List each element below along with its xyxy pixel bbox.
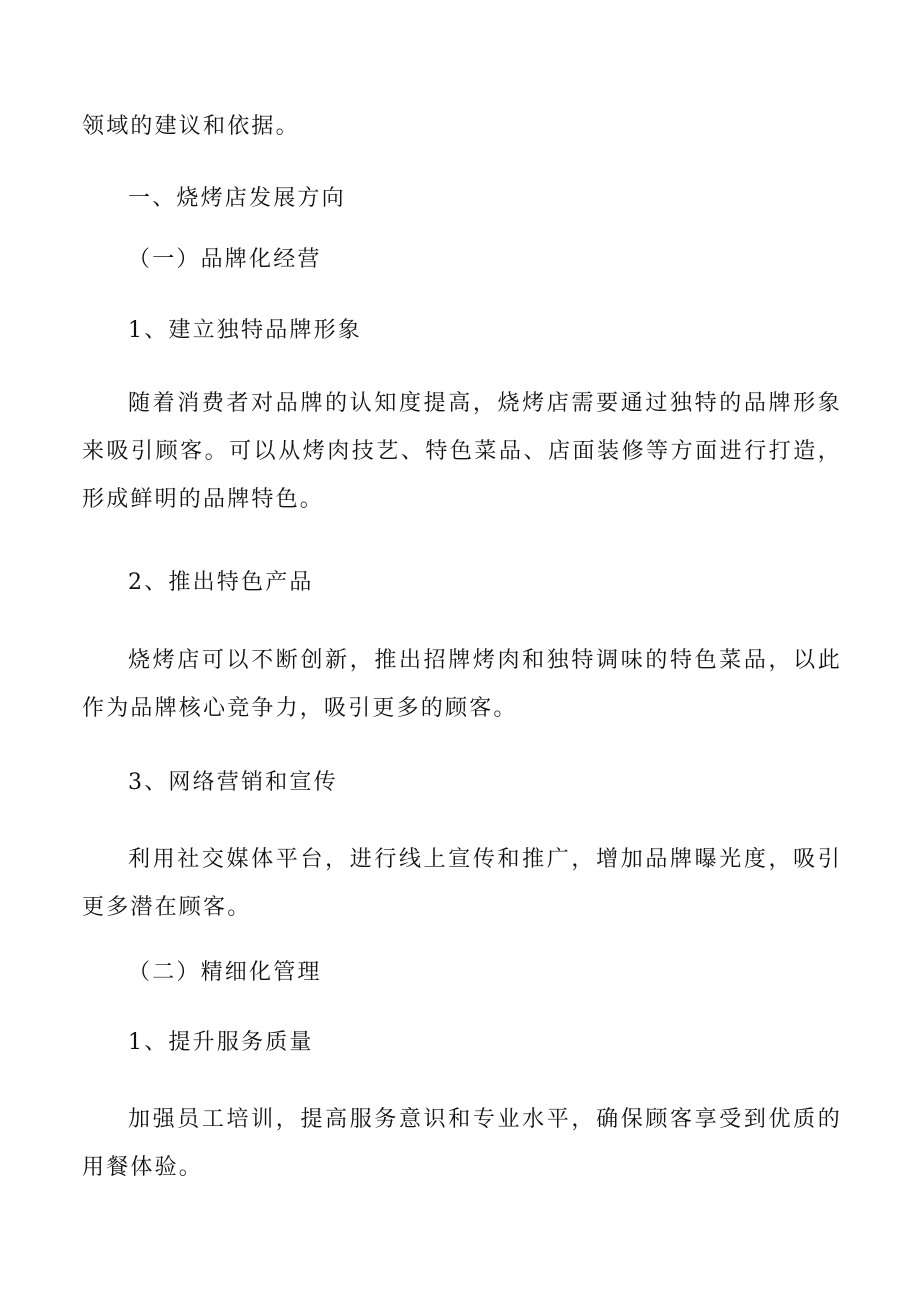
- body-paragraph: 烧烤店可以不断创新，推出招牌烤肉和独特调味的特色菜品，以此作为品牌核心竞争力，吸引更多的顾客。: [82, 648, 842, 721]
- body-paragraph: 加强员工培训，提高服务意识和专业水平，确保顾客享受到优质的用餐体验。: [82, 1107, 842, 1180]
- item-heading: 3、网络营销和宣传: [128, 770, 338, 795]
- item-heading: 1、建立独特品牌形象: [128, 318, 362, 343]
- item-heading: 2、推出特色产品: [128, 570, 314, 595]
- section-heading: 一、烧烤店发展方向: [128, 186, 346, 211]
- continued-text: 领域的建议和依据。: [82, 114, 300, 139]
- subsection-heading: （二）精细化管理: [128, 960, 322, 985]
- body-paragraph: 随着消费者对品牌的认知度提高，烧烤店需要通过独特的品牌形象来吸引顾客。可以从烤肉技艺、特色菜品、店面装修等方面进行打造，形成鲜明的品牌特色。: [82, 391, 842, 512]
- body-paragraph: 利用社交媒体平台，进行线上宣传和推广，增加品牌曝光度，吸引更多潜在顾客。: [82, 847, 842, 920]
- subsection-heading: （一）品牌化经营: [128, 247, 322, 272]
- item-heading: 1、提升服务质量: [128, 1030, 314, 1055]
